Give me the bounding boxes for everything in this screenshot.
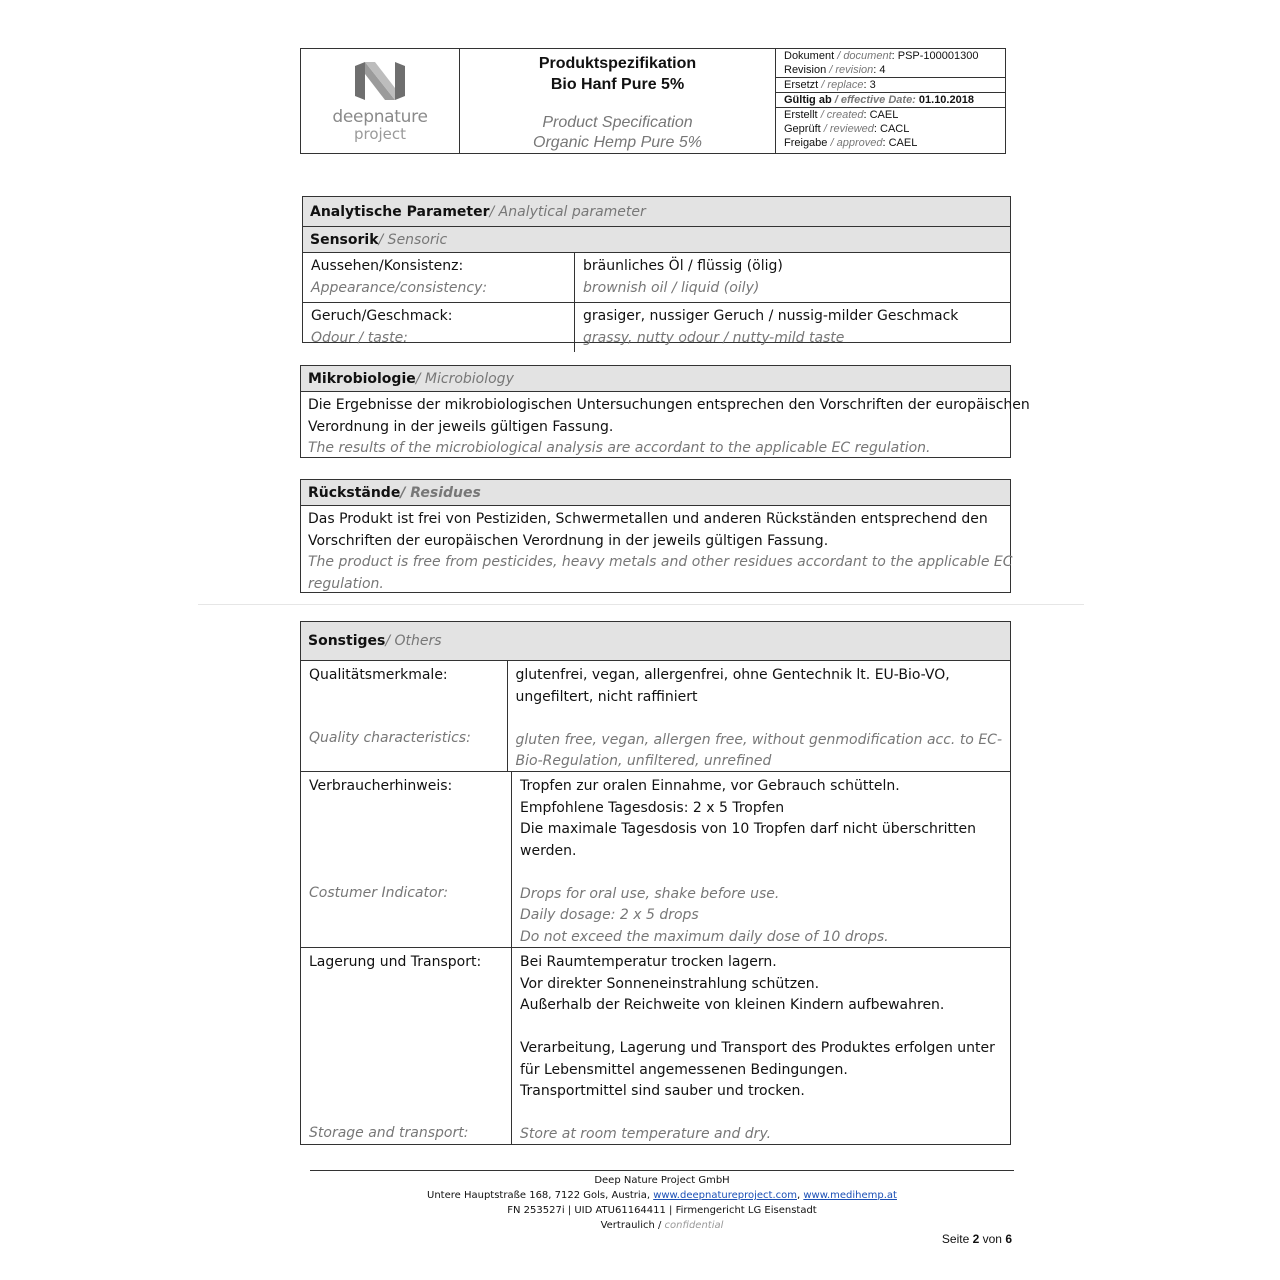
table-row xyxy=(303,253,1010,303)
footer-registry: FN 253527i | UID ATU61164411 | Firmengericht LG Eisenstadt xyxy=(507,1205,817,1216)
document-title xyxy=(460,49,776,153)
sensoric-header: Sensorik / Sensoric xyxy=(303,227,1010,253)
residues-text xyxy=(301,506,1013,598)
text-de: Vorschriften der europäischen Verordnung in der jeweils gültigen Fassung. xyxy=(308,532,829,549)
table-row xyxy=(303,303,1010,352)
microbiology-header: Mikrobiologie / Microbiology xyxy=(301,366,1010,392)
value-en: Daily dosage: 2 x 5 drops xyxy=(520,907,699,923)
microbiology-table xyxy=(300,365,1030,458)
value-en: brownish oil / liquid (oily) xyxy=(583,279,760,296)
logo-word: deepnature xyxy=(332,107,428,127)
residues-header: Rückstände / Residues xyxy=(301,480,1010,506)
value-de: Tropfen zur oralen Einnahme, vor Gebrauch schütteln. xyxy=(520,778,900,794)
value-en: Store at room temperature and dry. xyxy=(520,1126,772,1142)
meta-created: Erstellt / created: CAEL xyxy=(776,107,1005,122)
value-en: gluten free, vegan, allergen free, without genmodification acc. to EC- xyxy=(515,731,1002,748)
footer-address: Untere Hauptstraße 168, 7122 Gols, Austria, www.deepnatureproject.com, www.medihemp.at xyxy=(427,1190,897,1201)
footer-divider xyxy=(310,1170,1014,1171)
text-en: regulation. xyxy=(308,575,384,592)
microbiology-text xyxy=(301,392,1030,463)
text-de: Das Produkt ist frei von Pestiziden, Schwermetallen und anderen Rückständen entsprechend den xyxy=(308,511,988,527)
residues-table xyxy=(300,479,1011,593)
meta-replace: Ersetzt / replace: 3 xyxy=(776,77,1005,92)
page-footer xyxy=(310,1173,1014,1233)
value-de: Verarbeitung, Lagerung und Transport des Produktes erfolgen unter xyxy=(520,1040,995,1056)
value-de: Die maximale Tagesdosis von 10 Tropfen darf nicht überschritten xyxy=(520,821,976,837)
page-divider xyxy=(198,604,1084,605)
page-number: Seite 2 von 6 xyxy=(941,1232,1012,1246)
label-en: Quality characteristics: xyxy=(309,729,471,746)
value-de: Empfohlene Tagesdosis: 2 x 5 Tropfen xyxy=(520,799,785,816)
analytical-table xyxy=(302,196,1011,346)
table-row xyxy=(301,661,1010,772)
label-de: Geruch/Geschmack: xyxy=(311,308,453,324)
label-de: Verbraucherhinweis: xyxy=(309,778,453,794)
value-de: ungefiltert, nicht raffiniert xyxy=(515,688,698,705)
website-link[interactable]: www.deepnatureproject.com xyxy=(653,1190,797,1201)
table-row xyxy=(301,772,1010,948)
title-de-line-1: Produktspezifikation xyxy=(538,55,697,72)
title-de-line-2: Bio Hanf Pure 5% xyxy=(550,76,685,93)
text-en: The results of the microbiological analysis are accordant to the applicable EC regulation. xyxy=(308,440,931,456)
text-en: The product is free from pesticides, heavy metals and other residues accordant to the applicable EC xyxy=(308,554,1013,570)
meta-revision: Revision / revision: 4 xyxy=(784,64,886,76)
value-de: Vor direkter Sonneneinstrahlung schützen. xyxy=(520,975,820,992)
medihemp-link[interactable]: www.medihemp.at xyxy=(803,1190,897,1201)
value-en: Do not exceed the maximum daily dose of 10 drops. xyxy=(520,928,889,945)
value-en: Drops for oral use, shake before use. xyxy=(520,885,780,902)
value-en: grassy, nutty odour / nutty-mild taste xyxy=(583,329,845,346)
value-en: Bio-Regulation, unfiltered, unrefined xyxy=(515,753,772,769)
text-de: Die Ergebnisse der mikrobiologischen Untersuchungen entsprechen den Vorschriften der europäischen xyxy=(308,397,1030,413)
company-logo xyxy=(301,49,460,153)
value-de: Bei Raumtemperatur trocken lagern. xyxy=(520,954,777,970)
meta-document: Dokument / document: PSP-100001300 xyxy=(784,50,979,62)
title-en-line-2: Organic Hemp Pure 5% xyxy=(533,134,702,151)
value-de: grasiger, nussiger Geruch / nussig-milder Geschmack xyxy=(583,308,959,324)
value-de: bräunliches Öl / flüssig (ölig) xyxy=(583,258,783,274)
value-de: für Lebensmittel angemessenen Bedingungen. xyxy=(520,1061,848,1078)
footer-company: Deep Nature Project GmbH xyxy=(594,1175,730,1186)
label-en: Appearance/consistency: xyxy=(311,279,488,296)
table-row xyxy=(301,948,1010,1145)
logo-subword: project xyxy=(353,125,407,143)
value-de: Außerhalb der Reichweite von kleinen Kindern aufbewahren. xyxy=(520,997,945,1013)
label-de: Qualitätsmerkmale: xyxy=(309,667,448,683)
meta-reviewed: Geprüft / reviewed: CACL xyxy=(784,123,910,135)
value-de: glutenfrei, vegan, allergenfrei, ohne Gentechnik lt. EU-Bio-VO, xyxy=(515,667,950,683)
title-en-line-1: Product Specification xyxy=(542,114,693,131)
meta-effective-date: Gültig ab / effective Date: 01.10.2018 xyxy=(776,92,1005,107)
deepnature-logo-icon xyxy=(353,60,407,102)
meta-approved: Freigabe / approved: CAEL xyxy=(784,137,918,149)
value-de: Transportmittel sind sauber und trocken. xyxy=(520,1083,805,1099)
others-header: Sonstiges / Others xyxy=(301,622,1010,661)
document-header xyxy=(300,48,1006,154)
others-table xyxy=(300,621,1011,1145)
label-de: Lagerung und Transport: xyxy=(309,954,482,970)
footer-confidential: Vertraulich / confidential xyxy=(600,1220,724,1231)
label-en: Storage and transport: xyxy=(309,1124,469,1141)
analytical-header: Analytische Parameter / Analytical parameter xyxy=(303,197,1010,227)
label-en: Odour / taste: xyxy=(311,329,408,346)
label-de: Aussehen/Konsistenz: xyxy=(311,258,464,274)
label-en: Costumer Indicator: xyxy=(309,884,449,901)
value-de: werden. xyxy=(520,842,577,859)
document-meta xyxy=(776,49,1005,153)
text-de: Verordnung in der jeweils gültigen Fassung. xyxy=(308,418,614,435)
